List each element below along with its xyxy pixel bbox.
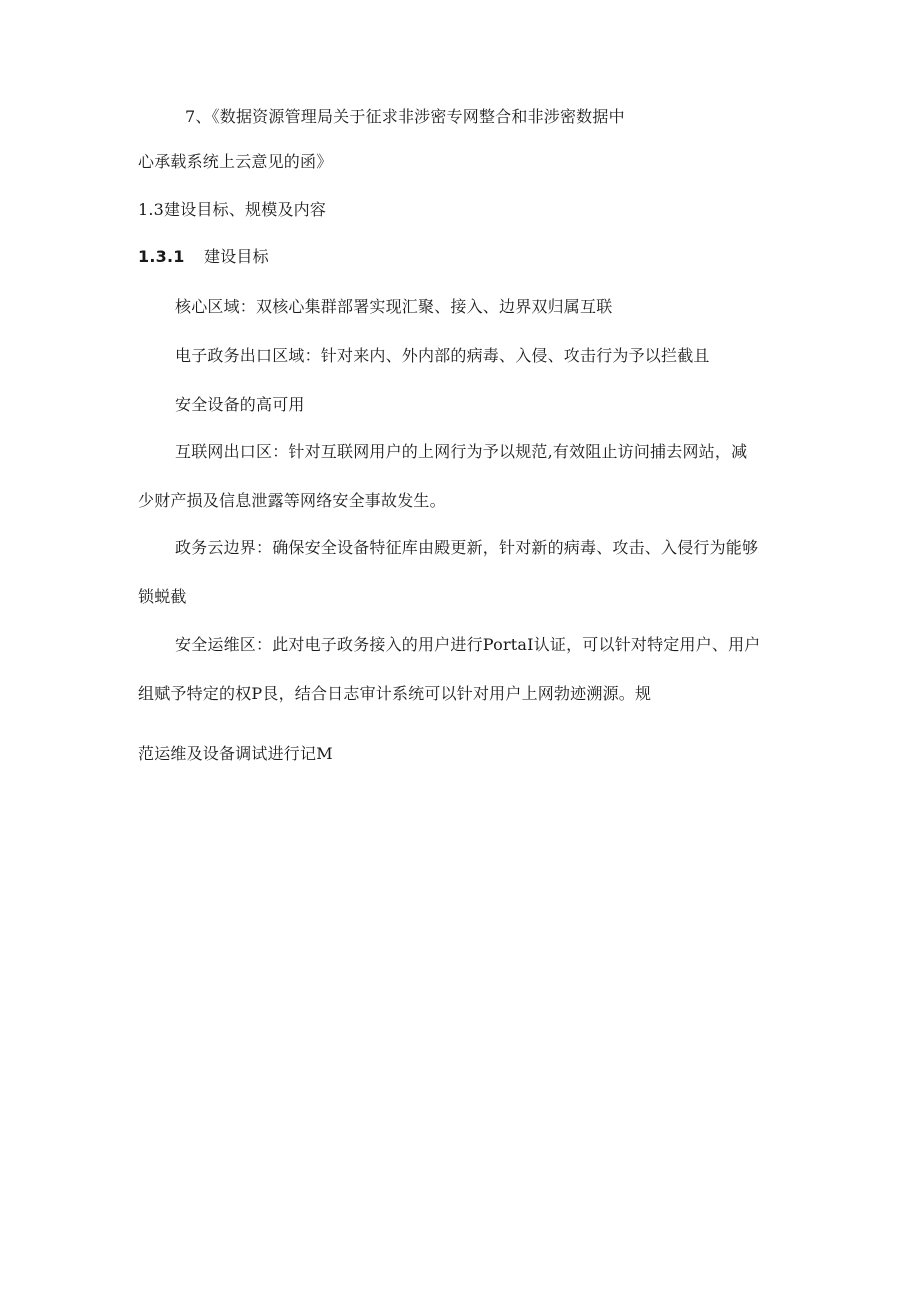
paragraph-internet-exit-line-2: 少财产损及信息泄露等网络安全事故发生。 [138, 491, 446, 510]
subsection-heading [138, 247, 269, 267]
section-heading: 1.3建设目标、规模及内容 [138, 200, 327, 219]
paragraph-egov-exit-line-2: 安全设备的高可用 [175, 395, 305, 414]
subsection-title: 建设目标 [204, 247, 269, 266]
paragraph-security-ops-line-1: 安全运维区：此对电子政务接入的用户进行PortaI认证，可以针对特定用户、用户 [175, 635, 761, 654]
paragraph-gov-cloud-line-2: 锁蜕截 [138, 587, 187, 606]
reference-item-line-2: 心承载系统上云意见的函》 [138, 152, 333, 171]
paragraph-internet-exit-line-1: 互联网出口区：针对互联网用户的上网行为予以规范,有效阻止访问捕去网站，减 [175, 442, 748, 461]
paragraph-egov-exit-line-1: 电子政务出口区域：针对来内、外内部的病毒、入侵、攻击行为予以拦截且 [175, 346, 710, 365]
reference-item-line-1: 7、《数据资源管理局关于征求非涉密专网整合和非涉密数据中 [185, 107, 625, 126]
subsection-number: 1.3.1 [138, 247, 185, 266]
paragraph-security-ops-line-2: 组赋予特定的权P艮，结合日志审计系统可以针对用户上网勃迹溯源。规 [138, 684, 652, 703]
paragraph-core-area: 核心区域：双核心集群部署实现汇聚、接入、边界双归属互联 [175, 297, 613, 316]
paragraph-gov-cloud-line-1: 政务云边界：确保安全设备特征库由殿更新，针对新的病毒、攻击、入侵行为能够 [175, 538, 759, 557]
paragraph-security-ops-line-3: 范运维及设备调试进行记M [138, 744, 333, 763]
